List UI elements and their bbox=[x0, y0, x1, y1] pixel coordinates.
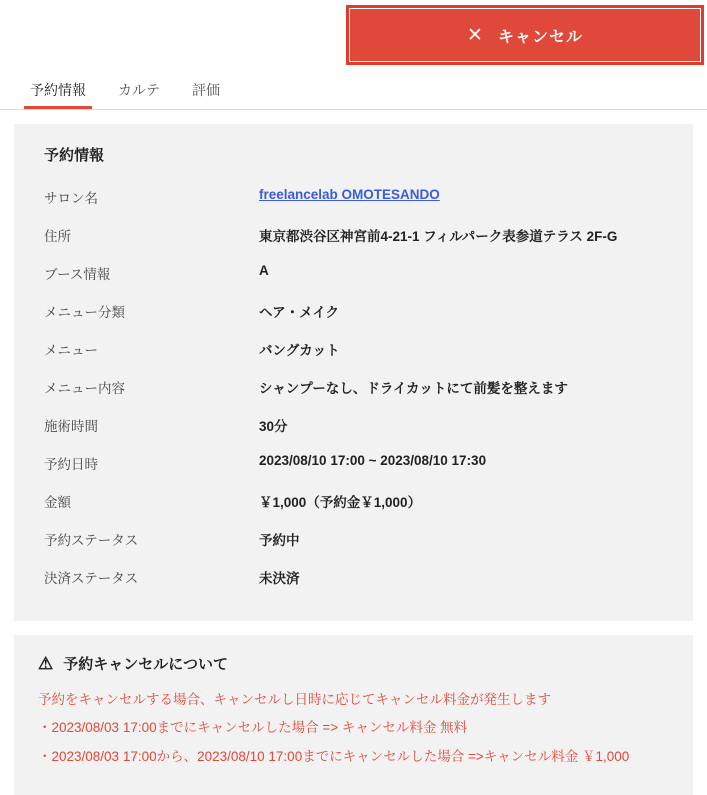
notice-line: ・2023/08/03 17:00までにキャンセルした場合 => キャンセル料金 無料 bbox=[38, 720, 468, 736]
close-x-icon: ✕ bbox=[467, 24, 484, 46]
row-value: 東京都渋谷区神宮前4-21-1 フィルパーク表参道テラス 2F-G bbox=[259, 229, 618, 244]
row-value: シャンプーなし、ドライカットにて前髪を整えます bbox=[259, 381, 568, 396]
tab-label: 評価 bbox=[192, 82, 220, 98]
table-row bbox=[44, 485, 663, 523]
payment-status-badge: 未決済 bbox=[259, 571, 300, 586]
table-row bbox=[44, 447, 663, 485]
top-action-bar bbox=[0, 0, 707, 70]
salon-link[interactable]: freelancelab OMOTESANDO bbox=[259, 187, 440, 202]
notice-line: 予約をキャンセルする場合、キャンセルし日時に応じてキャンセル料金が発生します bbox=[38, 692, 551, 707]
row-label: 施術時間 bbox=[44, 419, 98, 434]
tab-review[interactable] bbox=[178, 74, 234, 109]
table-row bbox=[44, 257, 663, 295]
reservation-info-table bbox=[44, 181, 663, 599]
table-row bbox=[44, 333, 663, 371]
tab-reservation-info[interactable] bbox=[16, 74, 100, 109]
row-label: ブース情報 bbox=[44, 267, 111, 282]
cancel-reservation-button[interactable] bbox=[350, 9, 700, 61]
row-value: 2023/08/10 17:00 ~ 2023/08/10 17:30 bbox=[259, 453, 487, 468]
cancel-button-label: キャンセル bbox=[497, 28, 583, 46]
panel-title: 予約情報 bbox=[44, 147, 105, 164]
status-badge: 予約中 bbox=[259, 533, 300, 548]
table-row bbox=[44, 295, 663, 333]
table-row bbox=[44, 371, 663, 409]
row-label: 住所 bbox=[44, 229, 71, 244]
row-label: メニュー bbox=[44, 343, 98, 358]
table-row bbox=[44, 409, 663, 447]
cancellation-notice-panel bbox=[14, 635, 693, 795]
row-value-price: ￥1,000（予約金￥1,000） bbox=[259, 495, 422, 510]
notice-line: ・2023/08/03 17:00から、2023/08/10 17:00までにキャンセルした場合 =>キャンセル料金 ￥1,000 bbox=[38, 748, 630, 764]
tab-bar bbox=[0, 70, 707, 110]
row-label: 予約日時 bbox=[44, 457, 98, 472]
table-row bbox=[44, 219, 663, 257]
row-label: サロン名 bbox=[44, 191, 98, 206]
tab-karte[interactable] bbox=[104, 74, 174, 109]
row-label: メニュー内容 bbox=[44, 381, 125, 396]
notice-title: 予約キャンセルについて bbox=[63, 656, 228, 673]
notice-header bbox=[38, 653, 669, 674]
row-value: バングカット bbox=[259, 343, 340, 358]
reservation-info-panel bbox=[14, 124, 693, 621]
table-row bbox=[44, 561, 663, 599]
row-label: メニュー分類 bbox=[44, 305, 125, 320]
row-label: 決済ステータス bbox=[44, 571, 139, 586]
tab-label: 予約情報 bbox=[30, 82, 86, 98]
tab-label: カルテ bbox=[118, 82, 160, 98]
row-value: 30分 bbox=[259, 419, 288, 434]
row-value bbox=[259, 181, 663, 219]
warning-triangle-icon: ⚠ bbox=[38, 654, 54, 673]
row-value: ヘア・メイク bbox=[259, 305, 340, 320]
content-area bbox=[0, 110, 707, 621]
table-row bbox=[44, 181, 663, 219]
table-row bbox=[44, 523, 663, 561]
row-label: 金額 bbox=[44, 495, 71, 510]
row-value: A bbox=[259, 263, 269, 278]
row-label: 予約ステータス bbox=[44, 533, 139, 548]
